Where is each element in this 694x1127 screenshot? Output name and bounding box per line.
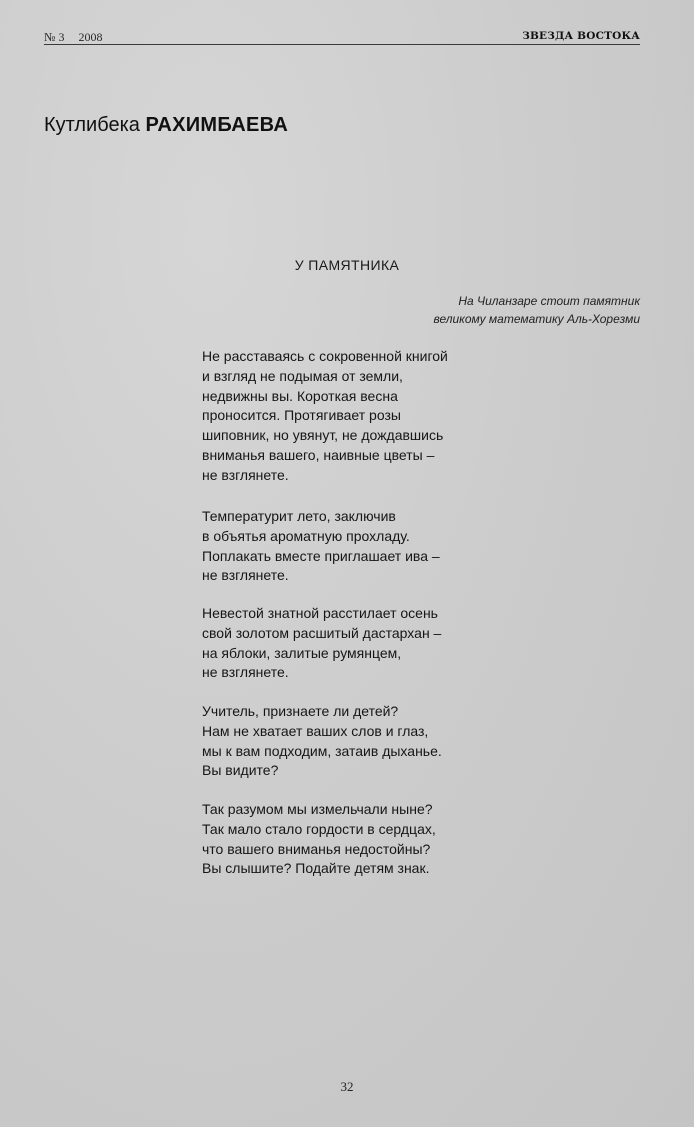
poem-line: не взглянете. (202, 466, 289, 483)
poem-line: Нам не хватает ваших слов и глаз, (202, 722, 429, 739)
running-header (44, 30, 640, 45)
poem-line: недвижны вы. Короткая весна (202, 387, 398, 404)
author-surname: РАХИМБАЕВА (145, 114, 289, 136)
poem-line: Вы слышите? Подайте детям знак. (202, 860, 430, 877)
author-name (44, 114, 288, 137)
poem-line: свой золотом расшитый дастархан – (202, 624, 442, 641)
poem-line: не взглянете. (202, 664, 289, 681)
poem-line: и взгляд не подымая от земли, (202, 367, 403, 384)
poem-line: что вашего вниманья недостойны? (202, 840, 431, 857)
stanza-5 (202, 800, 436, 879)
poem-line: Учитель, признаете ли детей? (202, 703, 399, 719)
issue-number: № 3 (44, 30, 65, 44)
poem-line: Так разумом мы измельчали ныне? (202, 801, 433, 817)
author-first-name: Кутлибека (44, 114, 140, 136)
issue-info (44, 31, 102, 43)
poem-line: Поплакать вместе приглашает ива – (202, 547, 440, 564)
epigraph (433, 292, 640, 328)
poem-line: не взглянете. (202, 567, 289, 584)
poem-line: вниманья вашего, наивные цветы – (202, 446, 435, 463)
stanza-3 (202, 604, 441, 683)
poem-line: шиповник, но увянут, не дождавшись (202, 427, 444, 444)
issue-year: 2008 (78, 30, 103, 44)
poem-line: Невестой знатной расстилает осень (202, 605, 438, 621)
poem-line: в объятья ароматную прохладу. (202, 527, 410, 544)
poem-line: Так мало стало гордости в сердцах, (202, 820, 436, 837)
stanza-2 (202, 507, 440, 586)
poem-line: Температурит лето, заключив (202, 508, 396, 524)
page-number: 32 (340, 1079, 354, 1094)
epigraph-line: На Чиланзаре стоит памятник (458, 294, 640, 308)
magazine-title: ЗВЕЗДА ВОСТОКА (522, 30, 640, 42)
epigraph-line: великому математику Аль-Хорезми (433, 312, 640, 326)
poem-line: Не расставаясь с сокровенной книгой (202, 348, 448, 364)
poem-title: У ПАМЯТНИКА (294, 257, 400, 273)
stanza-4 (202, 702, 442, 781)
stanza-1 (202, 347, 448, 486)
poem-line: на яблоки, залитые румянцем, (202, 644, 402, 661)
poem-line: мы к вам подходим, затаив дыханье. (202, 742, 442, 759)
poem-line: Вы видите? (202, 762, 279, 779)
poem-line: проносится. Протягивает розы (202, 407, 401, 424)
